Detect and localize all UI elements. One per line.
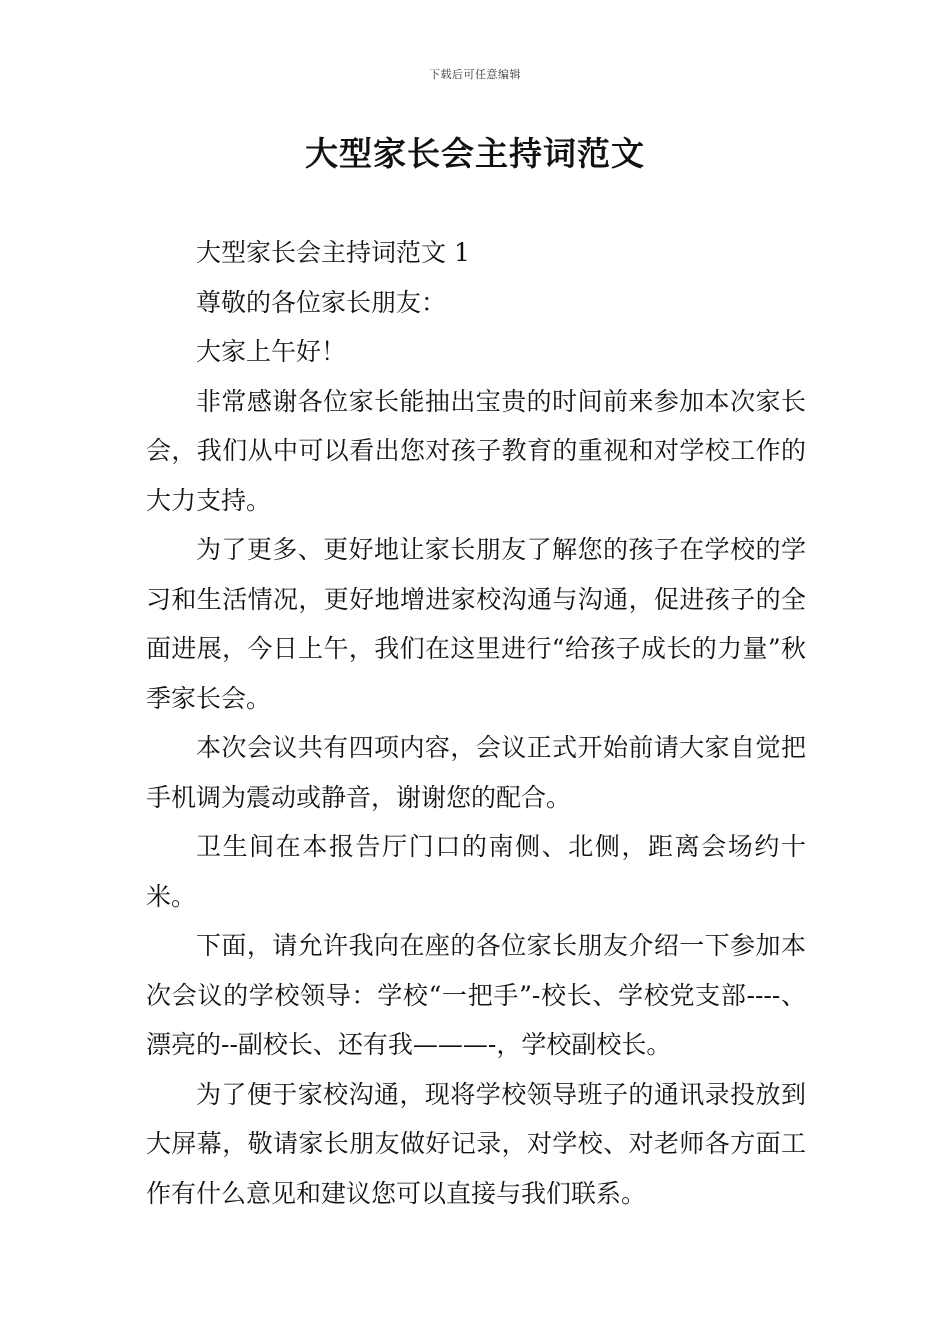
paragraph: 非常感谢各位家长能抽出宝贵的时间前来参加本次家长会，我们从中可以看出您对孩子教育的重视和对学校工作的大力支持。 [146,386,806,515]
paragraph: 为了更多、更好地让家长朋友了解您的孩子在学校的学习和生活情况，更好地增进家校沟通与沟通，促进孩子的全面进展，今日上午，我们在这里进行“给孩子成长的力量”秋季家长会。 [146,535,806,713]
paragraph-subtitle: 大型家长会主持词范文 1 [196,238,470,267]
document-title: 大型家长会主持词范文 [305,134,645,173]
paragraph: 下面，请允许我向在座的各位家长朋友介绍一下参加本次会议的学校领导：学校“一把手”-校长、学校党支部----、漂亮的--副校长、还有我———-，学校副校长。 [146,931,806,1059]
paragraph-salutation: 尊敬的各位家长朋友： [196,287,447,317]
paragraph: 为了便于家校沟通，现将学校领导班子的通讯录投放到大屏幕，敬请家长朋友做好记录，对学校、对老师各方面工作有什么意见和建议您可以直接与我们联系。 [146,1079,806,1208]
header-note: 下载后可任意编辑 [429,68,521,81]
document-body [146,228,806,1218]
paragraph-greeting: 大家上午好！ [196,337,347,366]
paragraph: 卫生间在本报告厅门口的南侧、北侧，距离会场约十米。 [146,832,806,911]
paragraph: 本次会议共有四项内容，会议正式开始前请大家自觉把手机调为震动或静音，谢谢您的配合。 [146,733,806,812]
